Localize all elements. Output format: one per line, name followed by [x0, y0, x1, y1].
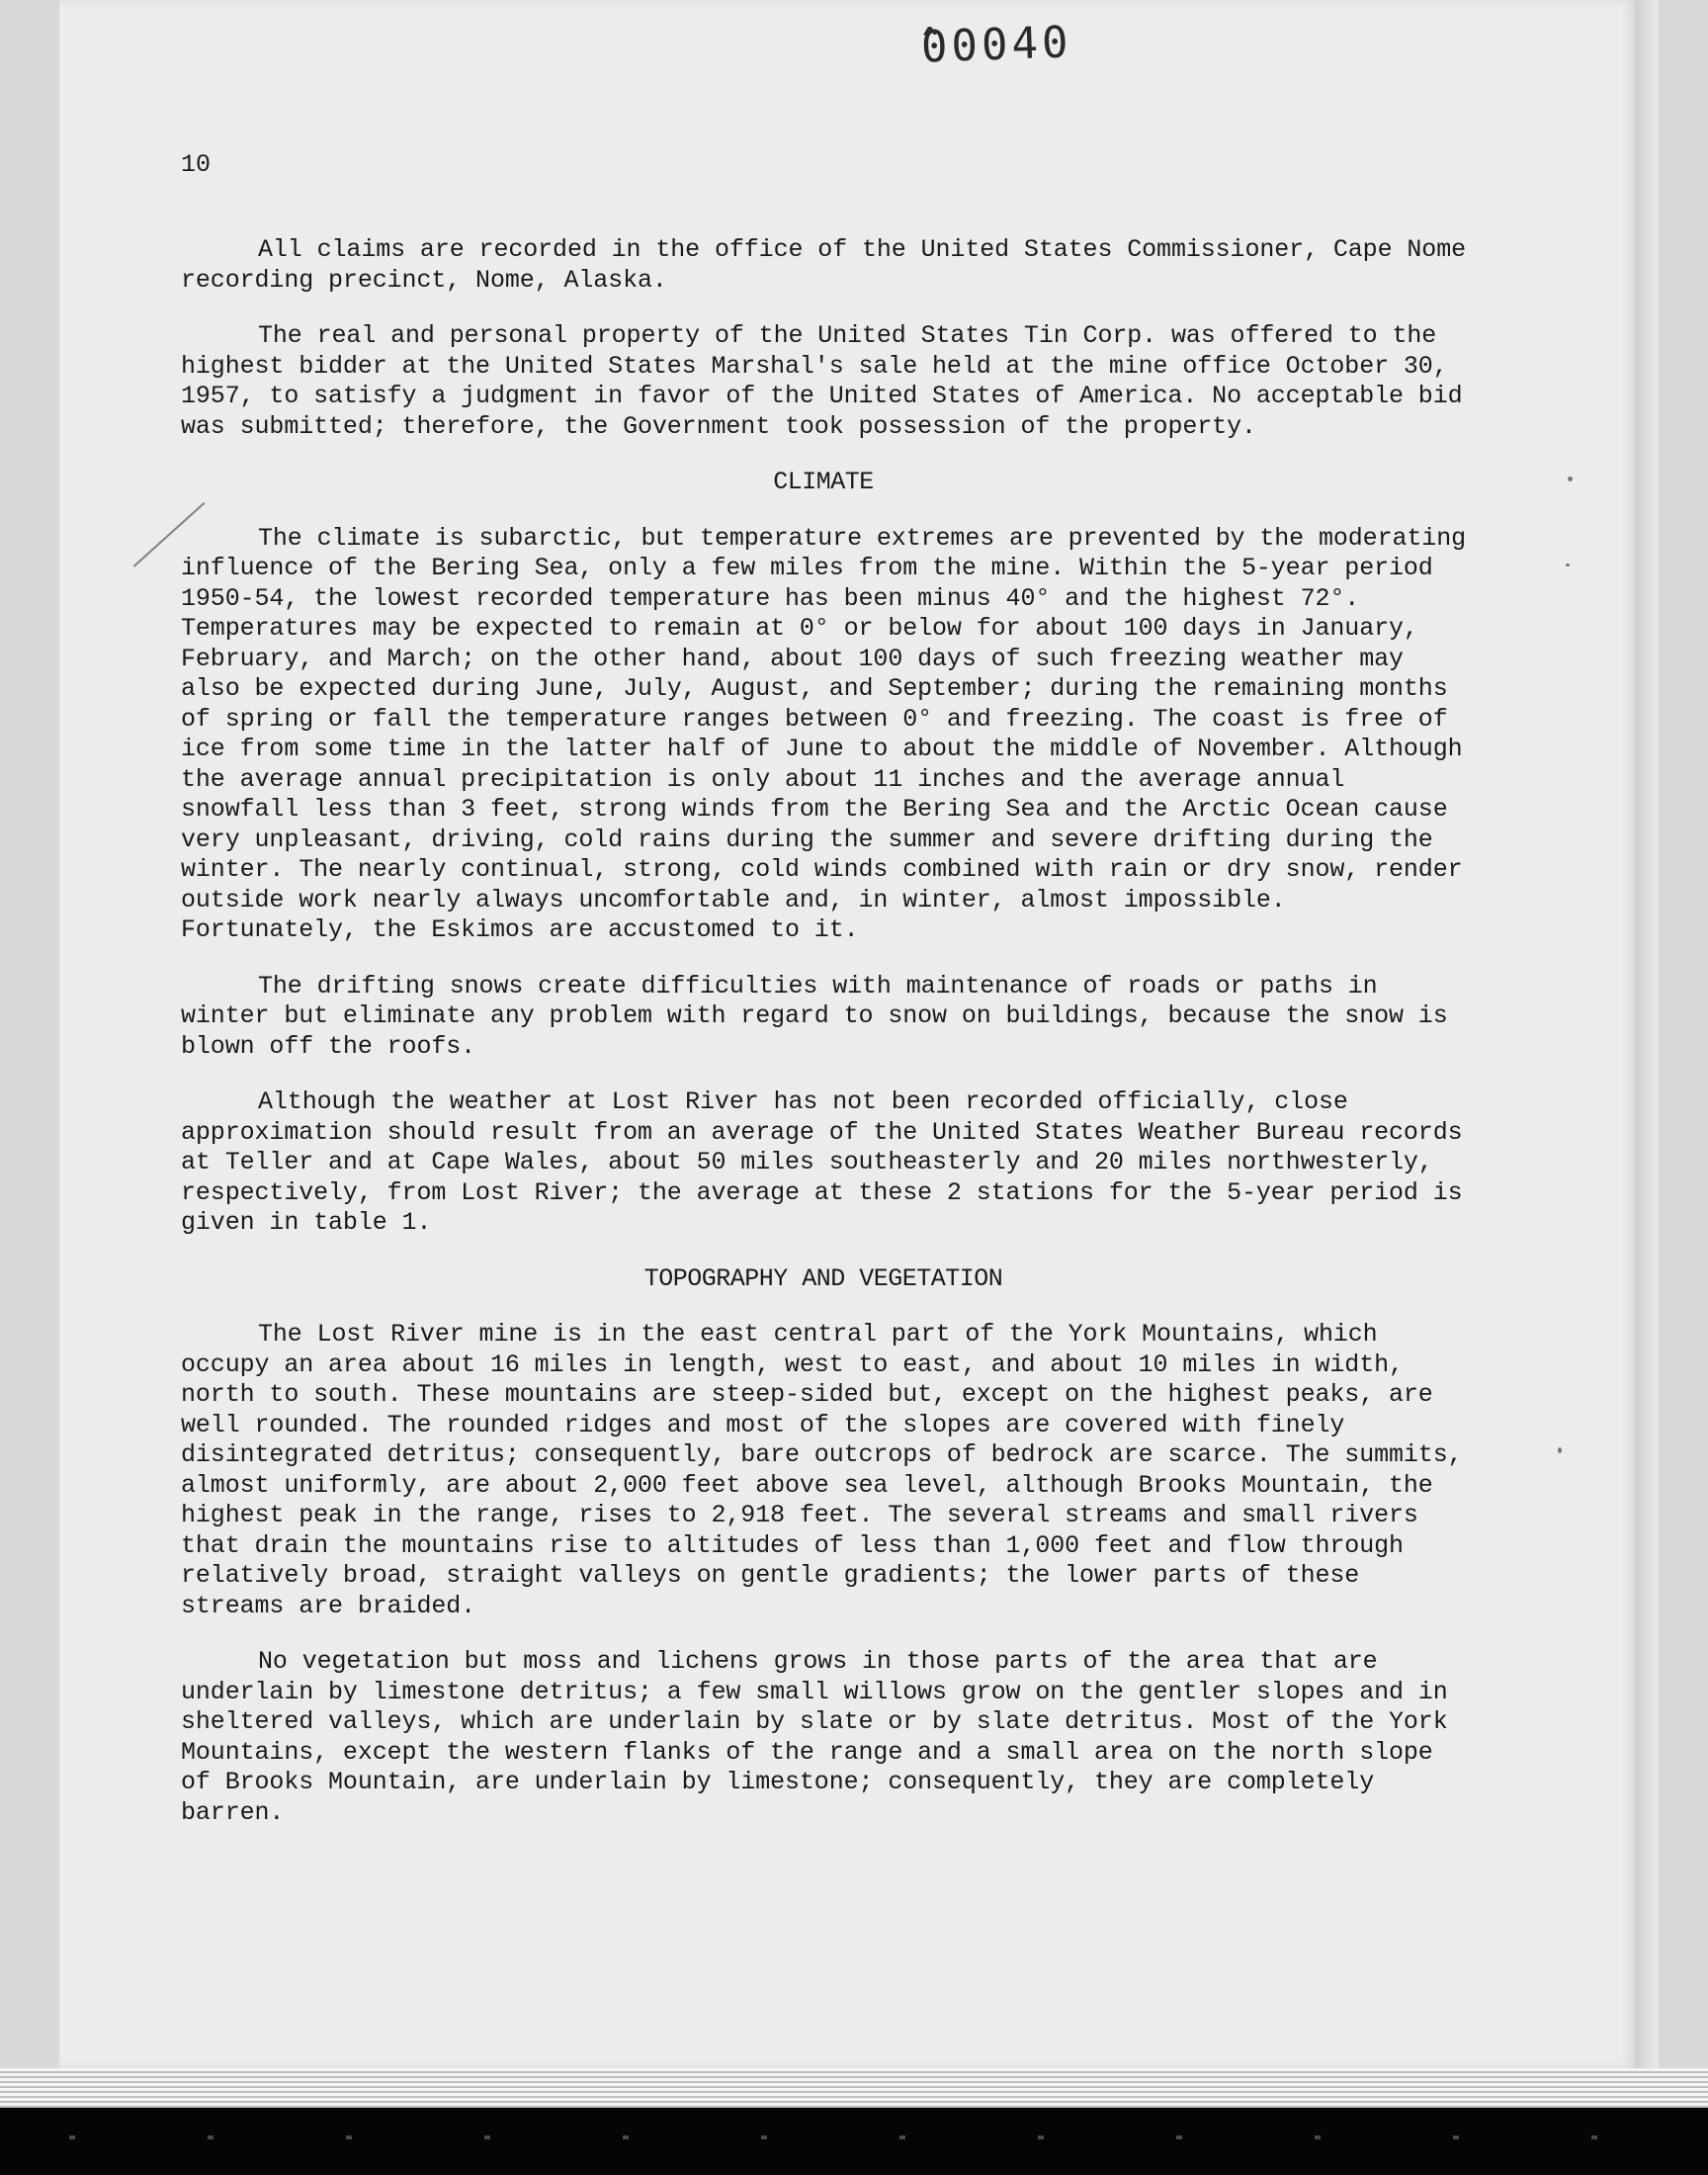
paragraph-property: The real and personal property of the United States Tin Corp. was offered to the highest bidder at the United States Marshal's sale held at the mine office October 30, 1957, to satisfy a judgment in favor of the United States of America. No acceptable bid was submitted; therefore, the Government took possession of the property.	[181, 321, 1463, 441]
dust-speck	[1558, 1447, 1562, 1453]
heading-climate: CLIMATE	[773, 468, 874, 496]
paragraph-climate-3: Although the weather at Lost River has not been recorded officially, close approximation should result from an average of the United States Weather Bureau records at Teller and at Cape Wales, about 50 miles southeasterly and 20 miles northwesterly, respectively, from Lost River; the average at these 2 stations for the 5-year period is given in table 1.	[181, 1088, 1463, 1237]
paragraph-claims: All claims are recorded in the office of the United States Commissioner, Cape Nome recording precinct, Nome, Alaska.	[181, 235, 1467, 295]
scanner-noise	[0, 2135, 1708, 2139]
paragraph-climate-2: The drifting snows create difficulties with maintenance of roads or paths in winter but eliminate any problem with regard to snow on buildings, because the snow is blown off the roofs.	[181, 971, 1448, 1061]
paragraph-topography-1: The Lost River mine is in the east central part of the York Mountains, which occupy an area about 16 miles in length, west to east, and about 10 miles in width, north to south. These mountains are steep-sided but, except on the highest peaks, are well rounded. The rounded ridges and most of the slopes are covered with finely disintegrated detritus; consequently, bare outcrops of bedrock are scarce. The summits, almost uniformly, are about 2,000 feet above sea level, although Brooks Mountain, the highest peak in the range, rises to 2,918 feet. The several streams and small rivers that drain the mountains rise to altitudes of less than 1,000 feet and flow through relatively broad, straight valleys on gentle gradients; the lower parts of these streams are braided.	[181, 1320, 1463, 1620]
dust-speck	[1566, 564, 1570, 566]
scanner-background	[0, 2108, 1708, 2175]
page-number: 10	[181, 150, 212, 179]
scanner-edge	[0, 2068, 1708, 2108]
dust-speck	[1568, 477, 1573, 481]
paragraph-topography-2: No vegetation but moss and lichens grows in those parts of the area that are underlain by limestone detritus; a few small willows grow on the gentler slopes and in sheltered valleys, which are underlain by slate or by slate detritus. Most of the York Mountains, except the western flanks of the range and a small area on the north slope of Brooks Mountain, are underlain by limestone; consequently, they are completely barren.	[181, 1647, 1448, 1827]
paper-edge	[1635, 0, 1659, 2068]
document-stamp-number: ̂00040	[916, 17, 1073, 73]
document-body	[181, 235, 1466, 1854]
paragraph-climate-1: The climate is subarctic, but temperature extremes are prevented by the moderating influence of the Bering Sea, only a few miles from the mine. Within the 5-year period 1950-54, the lowest recorded temperature has been minus 40° and the highest 72°. Temperatures may be expected to remain at 0° or below for about 100 days in January, February, and March; on the other hand, about 100 days of such freezing weather may also be expected during June, July, August, and September; during the remaining months of spring or fall the temperature ranges between 0° and freezing. The coast is free of ice from some time in the latter half of June to about the middle of November. Although the average annual precipitation is only about 11 inches and the average annual snowfall less than 3 feet, strong winds from the Bering Sea and the Arctic Ocean cause very unpleasant, driving, cold rains during the summer and severe drifting during the winter. The nearly continual, strong, cold winds combined with rain or dry snow, render outside work nearly always uncomfortable and, in winter, almost impossible. Fortunately, the Eskimos are accustomed to it.	[181, 523, 1467, 944]
heading-topography: TOPOGRAPHY AND VEGETATION	[643, 1263, 1003, 1293]
